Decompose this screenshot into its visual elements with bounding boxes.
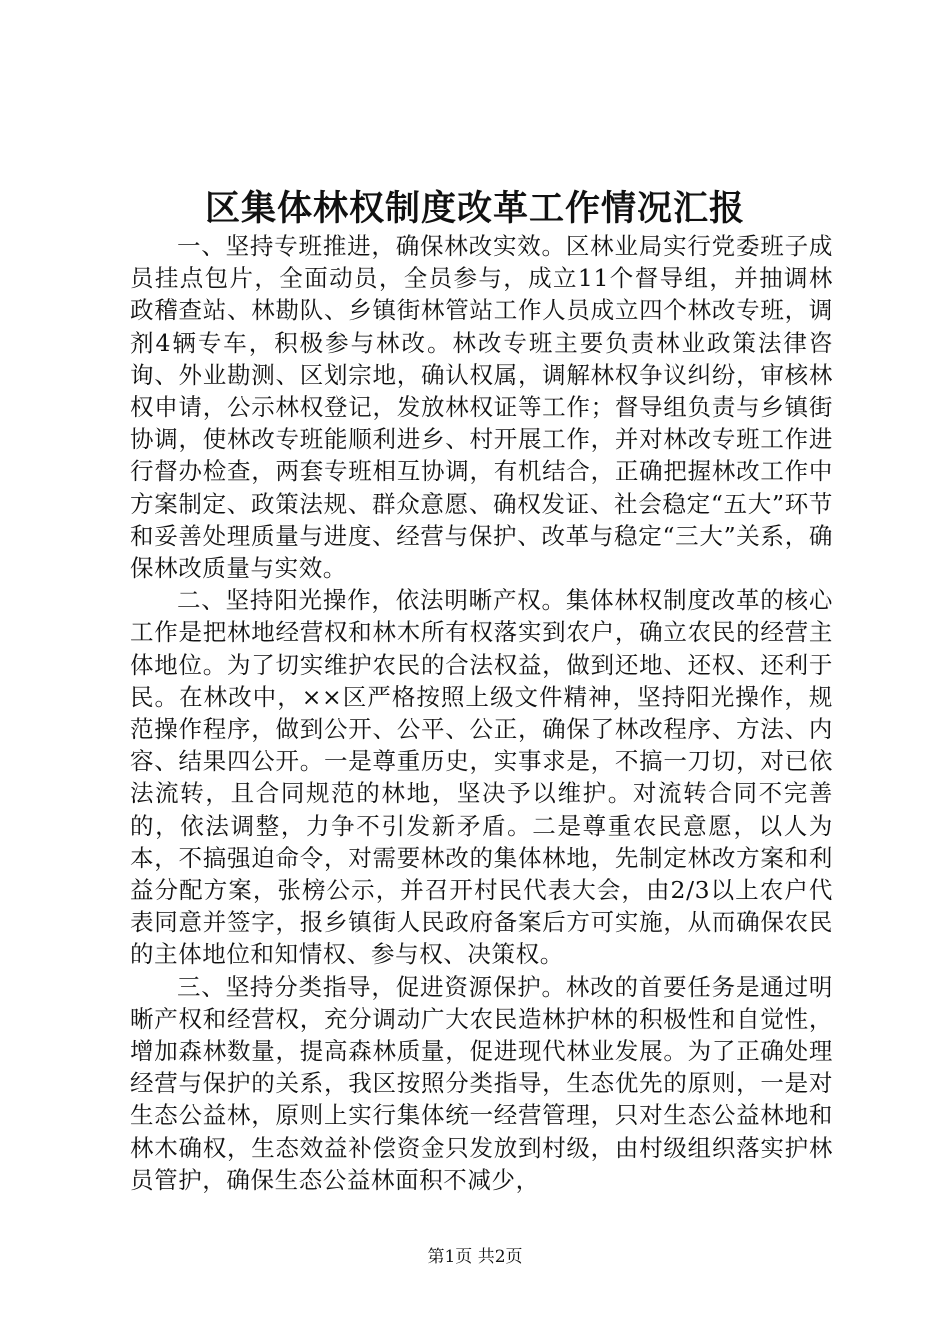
paragraph-1: 一、坚持专班推进，确保林改实效。区林业局实行党委班子成员挂点包片，全面动员，全员参与，成立11个督导组，并抽调林政稽查站、林勘队、乡镇街林管站工作人员成立四个林改专班，调剂4辆专车，积极参与林改。林改专班主要负责林业政策法律咨询、外业勘测、区划宗地，确认权属，调解林权争议纠纷，审核林权申请，公示林权登记，发放林权证等工作；督导组负责与乡镇街协调，使林改专班能顺利进乡、村开展工作，并对林改专班工作进行督办检查，两套专班相互协调，有机结合，正确把握林改工作中方案制定、政策法规、群众意愿、确权发证、社会稳定“五大”环节和妥善处理质量与进度、经营与保护、改革与稳定“三大”关系，确保林改质量与实效。 bbox=[130, 232, 833, 583]
page-footer: 第1页 共2页 bbox=[427, 1247, 523, 1267]
paragraph-3: 三、坚持分类指导，促进资源保护。林改的首要任务是通过明晰产权和经营权，充分调动广大农民造林护林的积极性和自觉性，增加森林数量，提高森林质量，促进现代林业发展。为了正确处理经营与保护的关系，我区按照分类指导，生态优先的原则，一是对生态公益林，原则上实行集体统一经营管理，只对生态公益林地和林木确权，生态效益补偿资金只发放到村级，由村级组织落实护林员管护，确保生态公益林面积不减少， bbox=[130, 972, 833, 1194]
paragraph-2: 二、坚持阳光操作，依法明晰产权。集体林权制度改革的核心工作是把林地经营权和林木所有权落实到农户，确立农民的经营主体地位。为了切实维护农民的合法权益，做到还地、还权、还利于民。在林改中，××区严格按照上级文件精神，坚持阳光操作，规范操作程序，做到公开、公平、公正，确保了林改程序、方法、内容、结果四公开。一是尊重历史，实事求是，不搞一刀切，对已依法流转，且合同规范的林地，坚决予以维护。对流转合同不完善的，依法调整，力争不引发新矛盾。二是尊重农民意愿，以人为本，不搞强迫命令，对需要林改的集体林地，先制定林改方案和利益分配方案，张榜公示，并召开村民代表大会，由2/3以上农户代表同意并签字，报乡镇街人民政府备案后方可实施，从而确保农民的主体地位和知情权、参与权、决策权。 bbox=[130, 586, 833, 969]
document-title: 区集体林权制度改革工作情况汇报 bbox=[204, 188, 745, 229]
document-body bbox=[130, 230, 833, 1196]
